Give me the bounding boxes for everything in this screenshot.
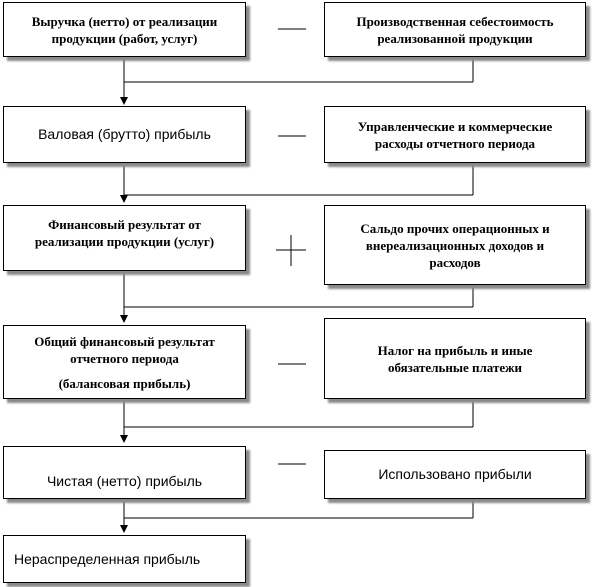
net-profit-box [3,446,246,499]
profit-used-label: Использовано прибыли [378,466,532,482]
admin-expenses-line-1: Управленческие и коммерческие [357,118,553,134]
gross-profit-box [3,106,246,163]
tax-line-1: Налог на прибыль и иные [377,342,533,358]
revenue-line-2: продукции (работ, услуг) [51,30,198,46]
tax-box [324,318,586,399]
sales-result-box [3,205,246,271]
net-profit-label: Чистая (нетто) прибыль [46,473,203,489]
cost-of-sales-line-1: Производственная себестоимость [356,13,554,29]
total-result-line-1: Общий финансовый результат [34,333,215,349]
connector-1 [124,57,473,104]
admin-expenses-box [324,106,586,163]
gross-profit-label: Валовая (брутто) прибыль [38,126,211,142]
revenue-box [3,2,246,57]
other-balance-line-3: расходов [429,254,481,270]
sales-result-line-2: реализации продукции (услуг) [34,234,215,249]
total-result-box [3,325,246,399]
admin-expenses-line-2: расходы отчетного периода [374,135,536,151]
revenue-line-1: Выручка (нетто) от реализации [31,13,218,29]
tax-line-2: обязательные платежи [387,359,523,375]
other-balance-line-1: Сальдо прочих операционных и [360,220,550,236]
cost-of-sales-line-2: реализованной продукции [377,30,533,46]
profit-used-box [324,450,586,499]
total-result-line-2: отчетного периода [70,350,179,366]
connector-5 [124,498,473,532]
plus-operator [276,235,306,266]
retained-earnings-label: Нераспределенная прибыль [14,550,201,567]
total-result-line-3: (балансовая прибыль) [58,375,191,391]
cost-of-sales-box [324,2,586,57]
retained-earnings-box [3,535,246,583]
connector-4 [124,398,473,442]
sales-result-line-1: Финансовый результат от [48,217,201,232]
other-balance-line-2: внереализационных доходов и [365,237,545,253]
other-balance-box [324,205,586,285]
connector-2 [124,162,473,202]
